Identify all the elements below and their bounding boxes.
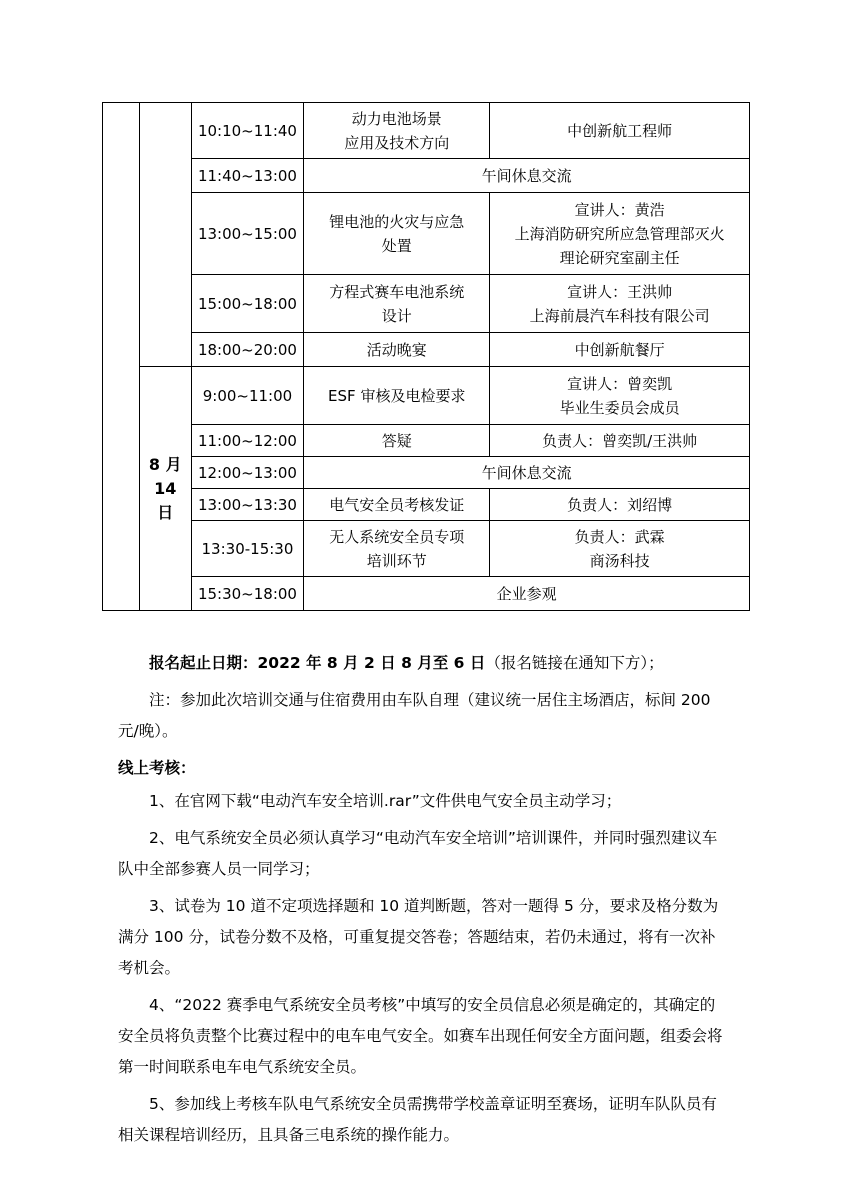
speaker-line: 宣讲人：王洪帅 [567, 282, 673, 301]
topic-line: 无人系统安全员专项 [329, 527, 465, 546]
speaker-cell [490, 367, 750, 425]
speaker-line: 宣讲人：黄浩 [574, 200, 665, 219]
speaker-line: 理论研究室副主任 [559, 248, 680, 267]
table-row [103, 193, 750, 275]
exam-item-2: 2、电气系统安全员必须认真学习“电动汽车安全培训”培训课件，并同时强烈建议车队中全部参赛人员一同学习； [118, 829, 718, 878]
topic-cell [304, 103, 490, 159]
topic-cell: 活动晚宴 [304, 333, 490, 367]
table-row [103, 333, 750, 367]
speaker-line: 上海前晨汽车科技有限公司 [529, 306, 710, 325]
date-label-month: 8 月 [148, 454, 182, 474]
time-cell: 13:00~15:00 [191, 193, 304, 275]
time-cell: 15:00~18:00 [191, 275, 304, 333]
merged-cell: 午间休息交流 [304, 159, 750, 193]
topic-line: 方程式赛车电池系统 [329, 282, 465, 301]
speaker-line: 中创新航工程师 [567, 121, 673, 140]
time-cell: 12:00~13:00 [191, 457, 304, 489]
time-cell: 13:00~13:30 [191, 489, 304, 521]
topic-cell: 电气安全员考核发证 [304, 489, 490, 521]
topic-line: 培训环节 [366, 551, 427, 570]
speaker-cell: 中创新航餐厅 [490, 333, 750, 367]
time-cell: 10:10~11:40 [191, 103, 304, 159]
exam-item-5: 5、参加线上考核车队电气系统安全员需携带学校盖章证明至赛场，证明车队队员有相关课程培训经历，且具备三电系统的操作能力。 [118, 1095, 717, 1144]
schedule-table [102, 102, 750, 611]
merged-cell: 企业参观 [304, 577, 750, 611]
table-row [103, 103, 750, 159]
time-cell: 13:30-15:30 [191, 521, 304, 577]
topic-cell: ESF 审核及电检要求 [304, 367, 490, 425]
time-cell: 9:00~11:00 [191, 367, 304, 425]
exam-item-4: 4、“2022 赛季电气系统安全员考核”中填写的安全员信息必须是确定的，其确定的安全员将负责整个比赛过程中的电车电气安全。如赛车出现任何安全方面问题，组委会将第一时间联系电车电气系统安全员。 [118, 996, 723, 1076]
topic-line: 处置 [381, 236, 412, 255]
table-row [103, 367, 750, 425]
registration-paragraph [118, 648, 730, 679]
online-exam-heading: 线上考核： [118, 759, 196, 777]
speaker-cell [490, 193, 750, 275]
time-cell: 11:00~12:00 [191, 425, 304, 457]
registration-note: （报名链接在通知下方）； [485, 654, 664, 672]
registration-dates: 报名起止日期：2022 年 8 月 2 日 8 月至 6 日 [149, 654, 486, 672]
exam-item-1: 1、在官网下载“电动汽车安全培训.rar”文件供电气安全员主动学习； [149, 792, 622, 810]
topic-line: 锂电池的火灾与应急 [329, 212, 465, 231]
time-cell: 15:30~18:00 [191, 577, 304, 611]
table-row [103, 457, 750, 489]
topic-line: 设计 [381, 306, 412, 325]
topic-line: 动力电池场景 [351, 109, 442, 128]
table-row [103, 159, 750, 193]
time-cell: 11:40~13:00 [191, 159, 304, 193]
date-label-day: 14 日 [154, 478, 177, 522]
speaker-cell: 负责人：曾奕凯/王洪帅 [490, 425, 750, 457]
speaker-cell: 负责人：刘绍博 [490, 489, 750, 521]
speaker-line: 宣讲人：曾奕凯 [567, 374, 673, 393]
speaker-line: 负责人：武霖 [574, 527, 665, 546]
topic-line: 应用及技术方向 [344, 133, 450, 152]
topic-cell: 答疑 [304, 425, 490, 457]
exam-item-3: 3、试卷为 10 道不定项选择题和 10 道判断题，答对一题得 5 分，要求及格分数为满分 100 分，试卷分数不及格，可重复提交答卷；答题结束，若仍未通过，将有一次补考机会。 [118, 897, 719, 977]
cost-note: 注：参加此次培训交通与住宿费用由车队自理（建议统一居住主场酒店，标间 200 元/晚）。 [118, 691, 711, 740]
table-row [103, 275, 750, 333]
blank-column-cell [103, 103, 140, 611]
speaker-line: 商汤科技 [589, 551, 650, 570]
table-row [103, 521, 750, 577]
table-row [103, 425, 750, 457]
speaker-cell [490, 103, 750, 159]
date-cell-day2 [139, 367, 191, 611]
time-cell: 18:00~20:00 [191, 333, 304, 367]
speaker-line: 毕业生委员会成员 [559, 398, 680, 417]
table-row [103, 577, 750, 611]
topic-cell [304, 521, 490, 577]
speaker-cell [490, 275, 750, 333]
date-cell-day1 [139, 103, 191, 367]
merged-cell: 午间休息交流 [304, 457, 750, 489]
topic-cell [304, 275, 490, 333]
body-text [118, 648, 730, 1157]
speaker-cell [490, 521, 750, 577]
topic-cell [304, 193, 490, 275]
speaker-line: 上海消防研究所应急管理部灭火 [514, 224, 725, 243]
table-row [103, 489, 750, 521]
